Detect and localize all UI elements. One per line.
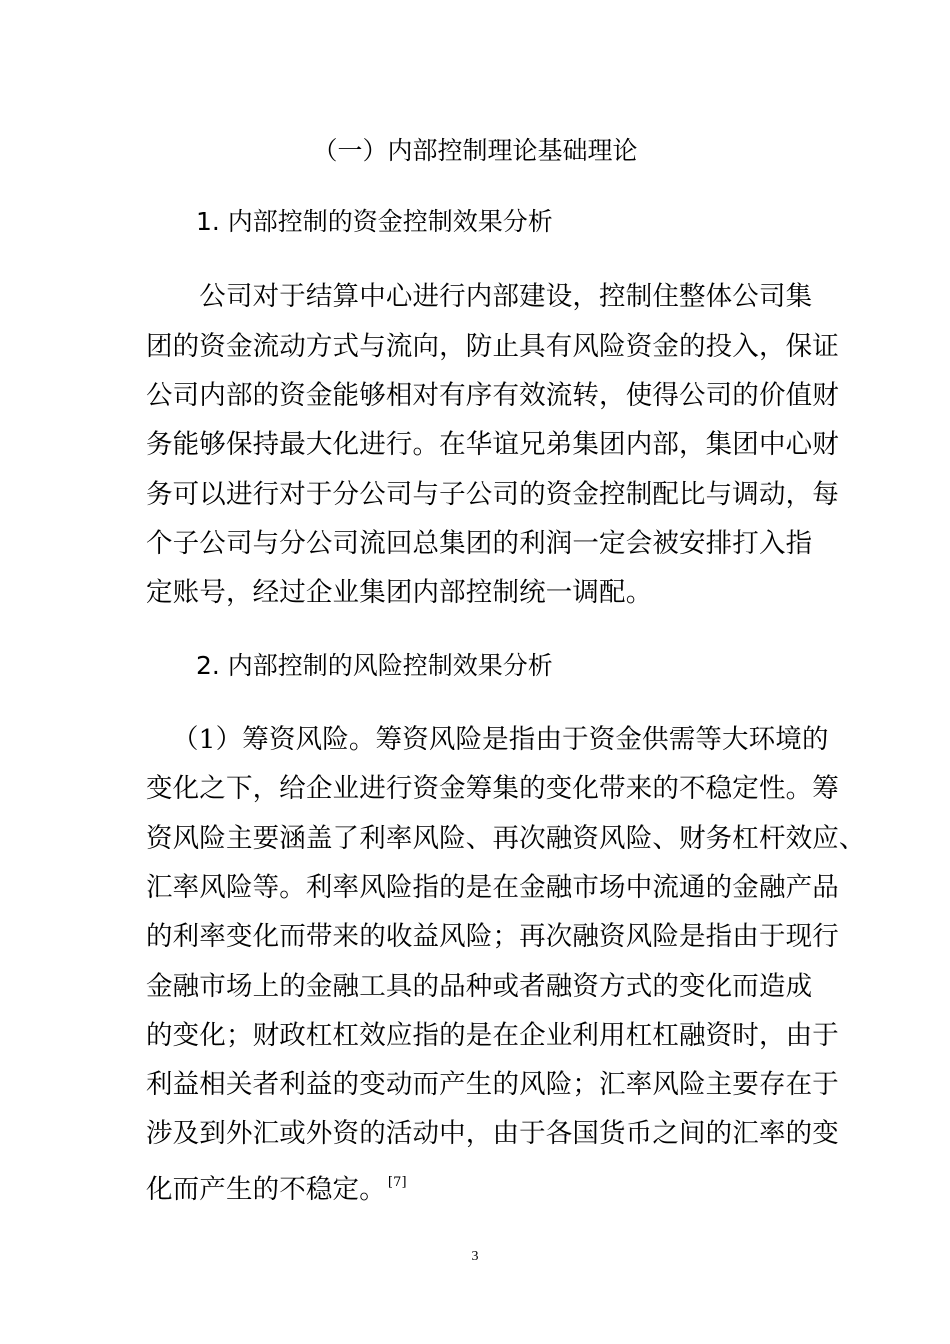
citation-marker: [7] bbox=[387, 1175, 407, 1190]
paragraph-2-line-1: （1）筹资风险。筹资风险是指由于资金供需等大环境的 bbox=[172, 724, 829, 755]
paragraph-2-line-4: 汇率风险等。利率风险指的是在金融市场中流通的金融产品 bbox=[146, 872, 839, 903]
paragraph-1-line-2: 团的资金流动方式与流向，防止具有风险资金的投入，保证 bbox=[146, 331, 839, 362]
subsection-2-title: 2. 内部控制的风险控制效果分析 bbox=[196, 651, 553, 680]
paragraph-2-line-9: 涉及到外汇或外资的活动中，由于各国货币之间的汇率的变 bbox=[146, 1118, 839, 1149]
paragraph-1-line-1: 公司对于结算中心进行内部建设，控制住整体公司集 bbox=[146, 281, 813, 312]
paragraph-2-line-6: 金融市场上的金融工具的品种或者融资方式的变化而造成 bbox=[146, 971, 813, 1002]
paragraph-1-line-5: 务可以进行对于分公司与子公司的资金控制配比与调动，每 bbox=[146, 479, 839, 510]
page-number: 3 bbox=[471, 1249, 479, 1264]
paragraph-2-line-7: 的变化；财政杠杠效应指的是在企业利用杠杠融资时，由于 bbox=[146, 1020, 839, 1051]
paragraph-2-line-3: 资风险主要涵盖了利率风险、再次融资风险、财务杠杆效应、 bbox=[146, 823, 866, 854]
paragraph-1-line-7: 定账号，经过企业集团内部控制统一调配。 bbox=[146, 577, 653, 608]
paragraph-1-line-6: 个子公司与分公司流回总集团的利润一定会被安排打入指 bbox=[146, 528, 813, 559]
paragraph-2-line-8: 利益相关者利益的变动而产生的风险；汇率风险主要存在于 bbox=[146, 1069, 839, 1100]
paragraph-1-line-4: 务能够保持最大化进行。在华谊兄弟集团内部，集团中心财 bbox=[146, 429, 839, 460]
section-title: （一）内部控制理论基础理论 bbox=[312, 136, 638, 165]
paragraph-2-line-10 bbox=[146, 1166, 407, 1207]
subsection-1-title: 1. 内部控制的资金控制效果分析 bbox=[196, 207, 553, 236]
paragraph-2-line-5: 的利率变化而带来的收益风险；再次融资风险是指由于现行 bbox=[146, 921, 839, 952]
paragraph-2-line-10-text: 化而产生的不稳定。 bbox=[146, 1174, 386, 1205]
paragraph-1-line-3: 公司内部的资金能够相对有序有效流转，使得公司的价值财 bbox=[146, 380, 839, 411]
paragraph-2-line-2: 变化之下，给企业进行资金筹集的变化带来的不稳定性。筹 bbox=[146, 773, 839, 804]
